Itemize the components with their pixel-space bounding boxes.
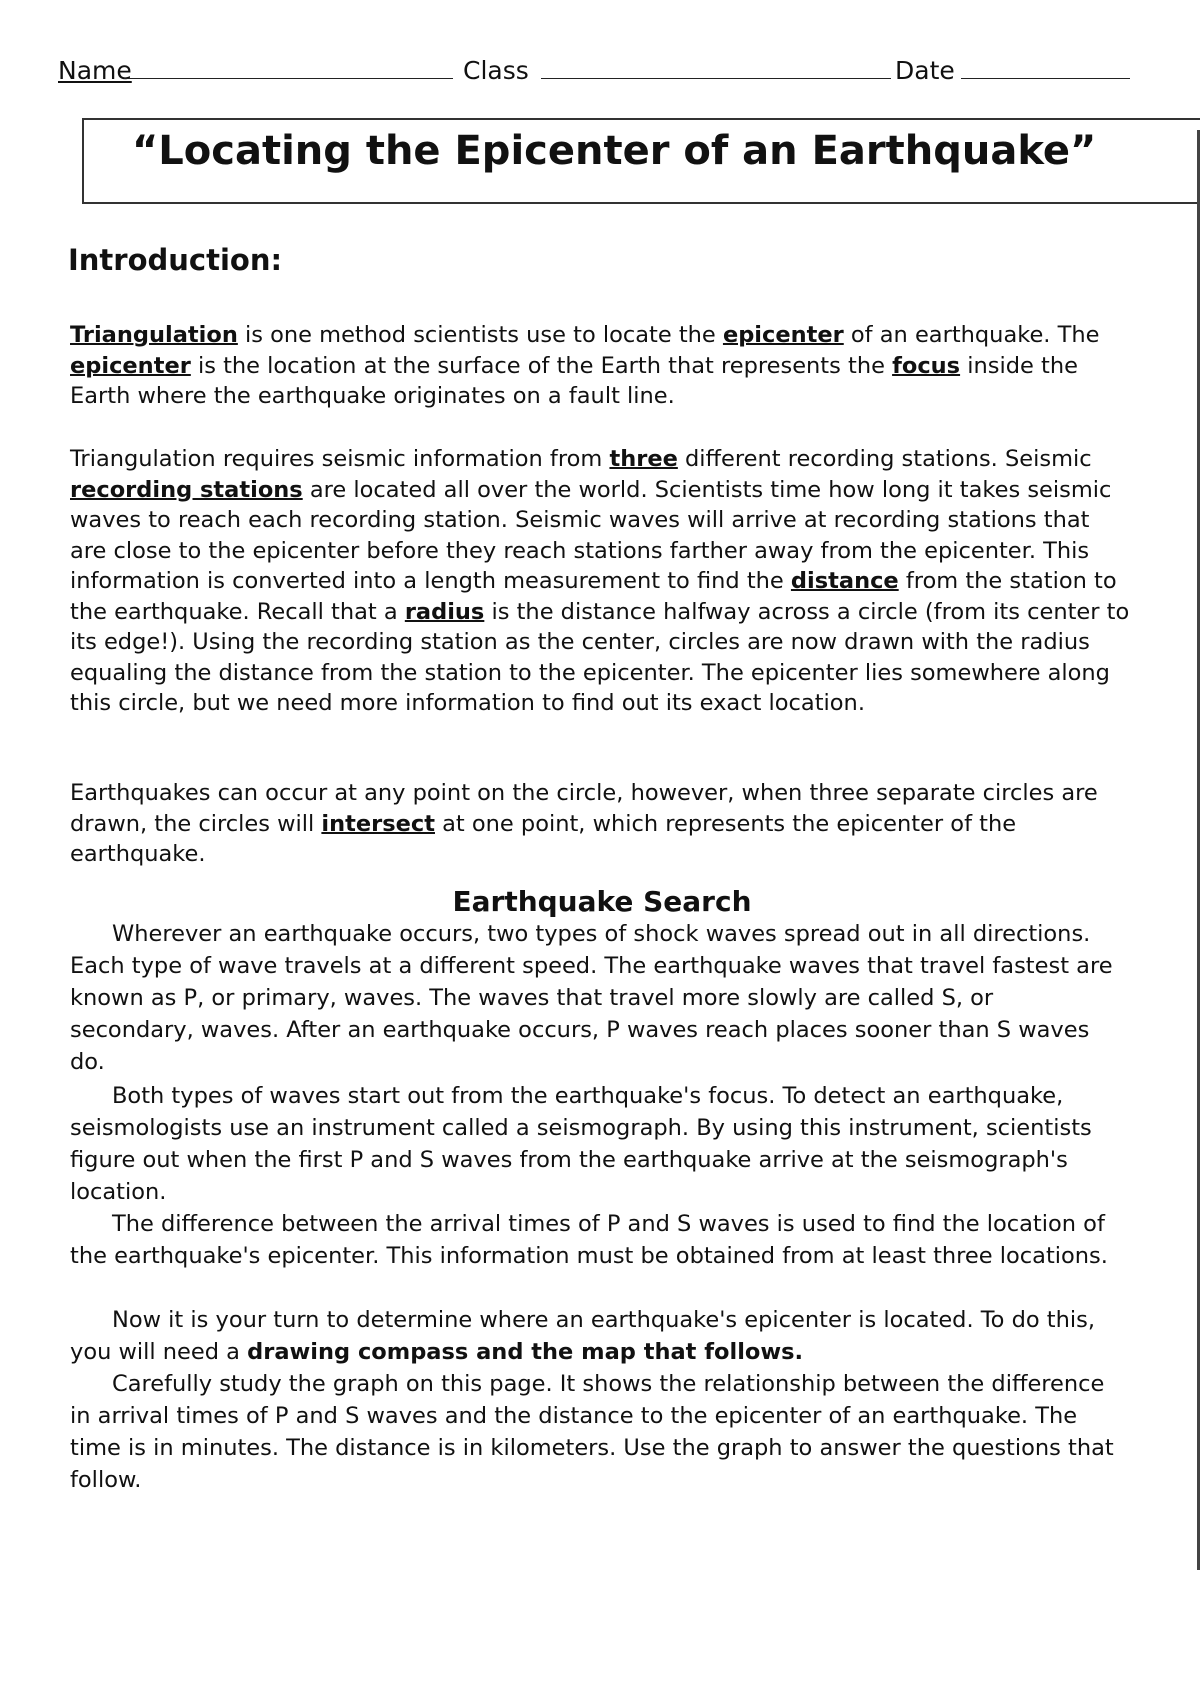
keyword: intersect bbox=[321, 810, 435, 837]
paragraph-text: of an earthquake. The bbox=[843, 322, 1100, 348]
introduction-heading: Introduction: bbox=[68, 243, 283, 277]
search-paragraph-1 bbox=[70, 918, 1120, 1078]
keyword: epicenter bbox=[722, 322, 844, 348]
search-paragraph-4-text: Now it is your turn to determine where an earthquake's epicenter is located. To do this, you will need a bbox=[70, 1307, 1096, 1365]
paragraph-text: is the distance halfway across a circle (from its center to its edge!). Using the recording station as the center, circles are now drawn with the radius equaling the distance from the station to the epicenter. The epicenter lies somewhere along this circle, but we need more information to find out its exact location. bbox=[70, 598, 1130, 716]
paragraph-text: Earthquakes can occur at any point on the circle, however, when three separate circles are drawn, the circles will bbox=[70, 780, 1098, 837]
paragraph-text: is the location at the surface of the Earth that represents the bbox=[190, 352, 893, 379]
search-paragraph-3-text: The difference between the arrival times of P and S waves is used to find the location of the earthquake's epicenter. This information must be obtained from at least three locations. bbox=[70, 1211, 1108, 1269]
keyword: focus bbox=[892, 352, 961, 379]
search-paragraph-4 bbox=[70, 1304, 1120, 1368]
keyword: epicenter bbox=[70, 352, 191, 379]
search-paragraph-3 bbox=[70, 1208, 1120, 1272]
paragraph-text: different recording stations. Seismic bbox=[677, 446, 1092, 472]
keyword: recording stations bbox=[70, 476, 303, 503]
name-field[interactable] bbox=[58, 56, 453, 85]
class-label: Class bbox=[463, 56, 529, 85]
keyword: Triangulation bbox=[70, 322, 238, 348]
name-label: Name bbox=[58, 56, 132, 85]
class-field[interactable] bbox=[463, 56, 891, 85]
date-label: Date bbox=[895, 56, 955, 85]
keyword: three bbox=[609, 446, 678, 472]
search-paragraph-4-bold: drawing compass and the map that follows. bbox=[247, 1339, 804, 1365]
earthquake-search-heading: Earthquake Search bbox=[452, 885, 752, 918]
intro-paragraph-1 bbox=[70, 320, 1130, 412]
student-info-header bbox=[58, 56, 1078, 96]
search-paragraph-1-text: Wherever an earthquake occurs, two types of shock waves spread out in all directions. Each type of wave travels at a different speed. The earthquake waves that travel fastest are known as P, or primary, waves. The waves that travel more slowly are called S, or secondary, waves. After an earthquake occurs, P waves reach places sooner than S waves do. bbox=[70, 921, 1113, 1075]
search-paragraph-5-text: Carefully study the graph on this page. It shows the relationship between the difference in arrival times of P and S waves and the distance to the epicenter of an earthquake. The time is in minutes. The distance is in kilometers. Use the graph to answer the questions that follow. bbox=[70, 1371, 1114, 1493]
title-box bbox=[82, 118, 1200, 204]
paragraph-text: from the station to the earthquake. Recall that a bbox=[70, 568, 1117, 625]
search-paragraph-5 bbox=[70, 1368, 1120, 1496]
keyword: distance bbox=[790, 568, 899, 594]
keyword: radius bbox=[404, 598, 485, 625]
name-line bbox=[124, 78, 453, 79]
page-title: “Locating the Epicenter of an Earthquake” bbox=[132, 128, 1097, 174]
intro-paragraph-3 bbox=[70, 778, 1130, 870]
paragraph-text: at one point, which represents the epicenter of the earthquake. bbox=[70, 810, 1017, 867]
search-paragraph-2-text: Both types of waves start out from the earthquake's focus. To detect an earthquake, seismologists use an instrument called a seismograph. By using this instrument, scientists figure out when the first P and S waves from the earthquake arrive at the seismograph's location. bbox=[70, 1083, 1092, 1205]
paragraph-text: Triangulation requires seismic information from bbox=[70, 446, 610, 472]
paragraph-text: are located all over the world. Scientists time how long it takes seismic waves to reach each recording station. Seismic waves will arrive at recording stations that are close to the epicenter before they reach stations farther away from the epicenter. This information is converted into a length measurement to find the bbox=[70, 476, 1112, 594]
search-paragraph-2 bbox=[70, 1080, 1120, 1208]
intro-paragraph-2 bbox=[70, 444, 1130, 719]
class-line bbox=[541, 78, 891, 79]
date-field[interactable] bbox=[895, 56, 1130, 85]
paragraph-text: inside the Earth where the earthquake originates on a fault line. bbox=[70, 352, 1078, 409]
date-line bbox=[961, 78, 1130, 79]
paragraph-text: is one method scientists use to locate the bbox=[237, 322, 723, 348]
